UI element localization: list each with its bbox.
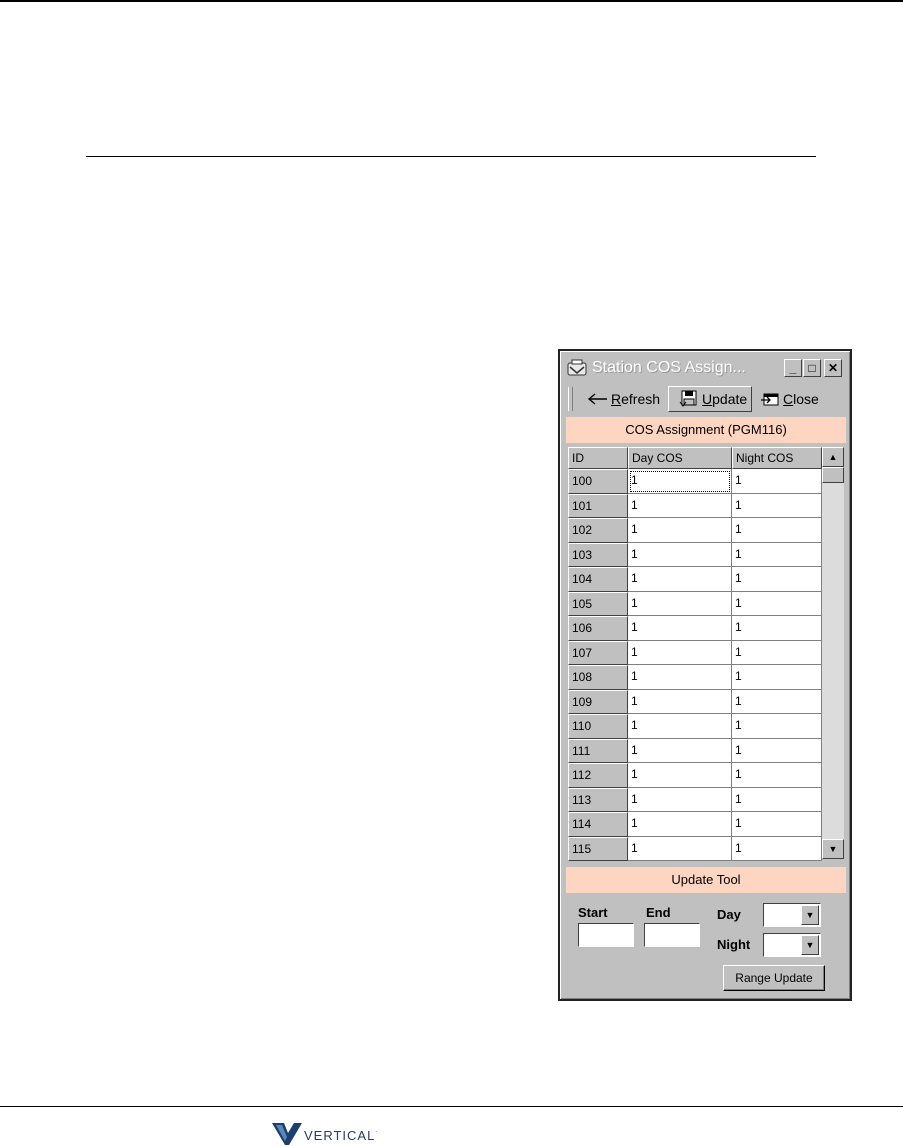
end-label: End: [646, 905, 671, 920]
column-header-day-cos[interactable]: Day COS: [628, 447, 732, 469]
day-cos-cell[interactable]: 1: [628, 739, 732, 764]
day-cos-cell[interactable]: 1: [628, 641, 732, 666]
section-rule: [86, 156, 816, 157]
toolbar: [566, 385, 846, 413]
table-row[interactable]: [568, 518, 822, 543]
table-row[interactable]: [568, 739, 822, 764]
logo-text: VERTICAL.: [304, 1127, 379, 1143]
refresh-button[interactable]: R efresh: [586, 386, 664, 412]
night-cos-cell[interactable]: 1: [732, 616, 822, 641]
maximize-icon[interactable]: □: [803, 359, 821, 377]
day-cos-cell[interactable]: 1: [628, 714, 732, 739]
night-select[interactable]: [763, 933, 821, 957]
day-cos-cell[interactable]: 1: [628, 763, 732, 788]
station-cos-window: [558, 349, 852, 1001]
day-cos-cell[interactable]: 1: [628, 616, 732, 641]
table-row[interactable]: [568, 469, 822, 494]
footer-rule: [0, 1106, 903, 1107]
column-header-id[interactable]: ID: [568, 447, 628, 469]
night-cos-cell[interactable]: 1: [732, 592, 822, 617]
close-icon[interactable]: ✕: [824, 359, 842, 377]
row-id-cell[interactable]: 103: [568, 543, 628, 568]
range-update-button[interactable]: Range Update: [723, 965, 825, 991]
day-cos-cell[interactable]: 1: [628, 788, 732, 813]
table-row[interactable]: [568, 592, 822, 617]
start-label: Start: [578, 905, 608, 920]
scroll-down-icon[interactable]: ▼: [822, 839, 844, 859]
day-cos-cell[interactable]: 1: [628, 567, 732, 592]
row-id-cell[interactable]: 101: [568, 494, 628, 519]
vertical-logo-icon: [272, 1123, 302, 1145]
start-input[interactable]: [578, 923, 634, 947]
day-cos-cell[interactable]: 1: [628, 494, 732, 519]
night-cos-cell[interactable]: 1: [732, 469, 822, 494]
cos-assignment-header: COS Assignment (PGM116): [566, 417, 846, 443]
day-cos-cell[interactable]: 1: [628, 812, 732, 837]
chevron-down-icon[interactable]: ▼: [801, 935, 819, 955]
table-row[interactable]: [568, 788, 822, 813]
title-bar[interactable]: [564, 357, 846, 381]
row-id-cell[interactable]: 110: [568, 714, 628, 739]
night-cos-cell[interactable]: 1: [732, 494, 822, 519]
row-id-cell[interactable]: 113: [568, 788, 628, 813]
close-button[interactable]: C lose: [760, 386, 830, 412]
table-row[interactable]: [568, 616, 822, 641]
top-rule: [0, 0, 903, 2]
night-cos-cell[interactable]: 1: [732, 567, 822, 592]
row-id-cell[interactable]: 115: [568, 837, 628, 862]
vertical-logo: [272, 1123, 378, 1145]
exit-icon: [760, 391, 780, 407]
table-row[interactable]: [568, 812, 822, 837]
row-id-cell[interactable]: 111: [568, 739, 628, 764]
row-id-cell[interactable]: 102: [568, 518, 628, 543]
table-row[interactable]: [568, 543, 822, 568]
night-cos-cell[interactable]: 1: [732, 788, 822, 813]
night-cos-cell[interactable]: 1: [732, 763, 822, 788]
day-cos-cell[interactable]: 1: [628, 592, 732, 617]
night-cos-cell[interactable]: 1: [732, 641, 822, 666]
row-id-cell[interactable]: 107: [568, 641, 628, 666]
night-cos-cell[interactable]: 1: [732, 739, 822, 764]
row-id-cell[interactable]: 108: [568, 665, 628, 690]
night-cos-cell[interactable]: 1: [732, 665, 822, 690]
chevron-down-icon[interactable]: ▼: [801, 905, 819, 925]
table-row[interactable]: [568, 567, 822, 592]
night-cos-cell[interactable]: 1: [732, 690, 822, 715]
scroll-thumb[interactable]: [822, 467, 844, 483]
row-id-cell[interactable]: 114: [568, 812, 628, 837]
row-id-cell[interactable]: 112: [568, 763, 628, 788]
night-cos-cell[interactable]: 1: [732, 837, 822, 862]
grid-rows: [568, 469, 822, 861]
toolbar-grip[interactable]: [568, 387, 573, 411]
table-row[interactable]: [568, 763, 822, 788]
update-tool-header: Update Tool: [566, 867, 846, 893]
minimize-icon[interactable]: _: [784, 359, 802, 377]
table-row[interactable]: [568, 665, 822, 690]
day-cos-cell[interactable]: 1: [628, 543, 732, 568]
save-icon: [679, 390, 699, 408]
day-cos-cell[interactable]: 1: [628, 518, 732, 543]
cos-grid: [568, 447, 844, 861]
night-cos-cell[interactable]: 1: [732, 518, 822, 543]
day-label: Day: [717, 907, 741, 922]
day-cos-cell[interactable]: 1: [628, 837, 732, 862]
end-input[interactable]: [644, 923, 700, 947]
table-row[interactable]: [568, 690, 822, 715]
row-id-cell[interactable]: 109: [568, 690, 628, 715]
night-cos-cell[interactable]: 1: [732, 714, 822, 739]
grid-header: [568, 447, 822, 469]
scroll-up-icon[interactable]: ▲: [822, 447, 844, 467]
window-title: Station COS Assign...: [592, 359, 746, 376]
column-header-night-cos[interactable]: Night COS: [732, 447, 822, 469]
day-cos-cell[interactable]: 1: [628, 690, 732, 715]
night-cos-cell[interactable]: 1: [732, 812, 822, 837]
row-id-cell[interactable]: 106: [568, 616, 628, 641]
app-icon: [566, 359, 588, 379]
table-row[interactable]: [568, 494, 822, 519]
table-row[interactable]: [568, 641, 822, 666]
vertical-scrollbar[interactable]: [822, 447, 844, 859]
update-button[interactable]: U pdate: [668, 386, 752, 412]
row-id-cell[interactable]: 100: [568, 469, 628, 494]
day-cos-cell[interactable]: 1: [628, 469, 732, 494]
row-id-cell[interactable]: 105: [568, 592, 628, 617]
table-row[interactable]: [568, 837, 822, 862]
night-cos-cell[interactable]: 1: [732, 543, 822, 568]
day-select[interactable]: [763, 903, 821, 927]
night-label: Night: [717, 937, 751, 952]
row-id-cell[interactable]: 104: [568, 567, 628, 592]
day-cos-cell[interactable]: 1: [628, 665, 732, 690]
table-row[interactable]: [568, 714, 822, 739]
back-arrow-icon: [586, 392, 608, 406]
